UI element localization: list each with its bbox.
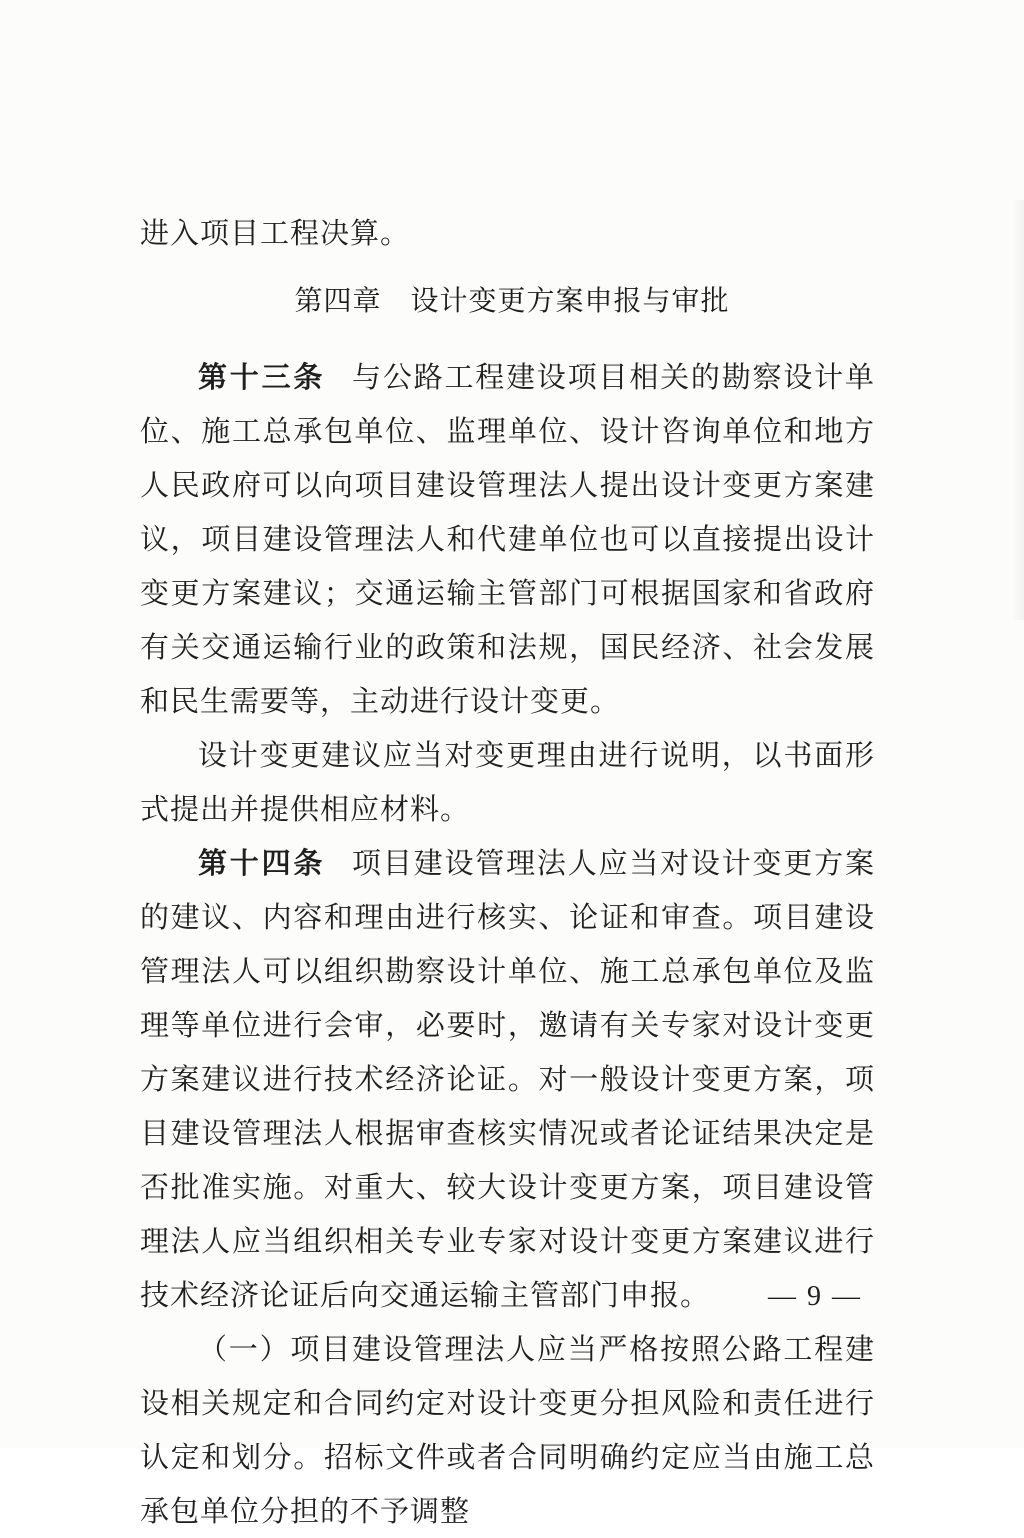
article-13: [140, 350, 875, 728]
body-text: [140, 350, 875, 1538]
article-14-item-1: （一）项目建设管理法人应当严格按照公路工程建设相关规定和合同约定对设计变更分担风险和责任进行认定和划分。招标文件或者合同明确约定应当由施工总承包单位分担的不予调整: [140, 1332, 875, 1528]
article-13-text: 与公路工程建设项目相关的勘察设计单位、施工总承包单位、监理单位、设计咨询单位和地方人民政府可以向项目建设管理法人提出设计变更方案建议，项目建设管理法人和代建单位也可以直接提出设计变更方案建议；交通运输主管部门可根据国家和省政府有关交通运输行业的政策和法规，国民经济、社会发展和民生需要等，主动进行设计变更。: [140, 360, 875, 718]
article-13-label: 第十三条: [198, 360, 326, 394]
opening-line: 进入项目工程决算。: [140, 216, 411, 250]
chapter-title: 第四章 设计变更方案申报与审批: [294, 284, 730, 317]
article-14-text: 项目建设管理法人应当对设计变更方案的建议、内容和理由进行核实、论证和审查。项目建设管理法人可以组织勘察设计单位、施工总承包单位及监理等单位进行会审，必要时，邀请有关专家对设计变更方案建议进行技术经济论证。对一般设计变更方案，项目建设管理法人根据审查核实情况或者论证结果决定是否批准实施。对重大、较大设计变更方案，项目建设管理法人应当组织相关专业专家对设计变更方案建议进行技术经济论证后向交通运输主管部门申报。: [140, 846, 875, 1312]
article-13-paragraph-2: 设计变更建议应当对变更理由进行说明，以书面形式提出并提供相应材料。: [140, 738, 875, 826]
scan-edge-shadow: [1012, 200, 1024, 620]
page-number: — 9 —: [768, 1281, 862, 1312]
article-14-label: 第十四条: [198, 846, 326, 880]
article-14: [140, 836, 875, 1322]
opening-line-block: [140, 206, 875, 260]
